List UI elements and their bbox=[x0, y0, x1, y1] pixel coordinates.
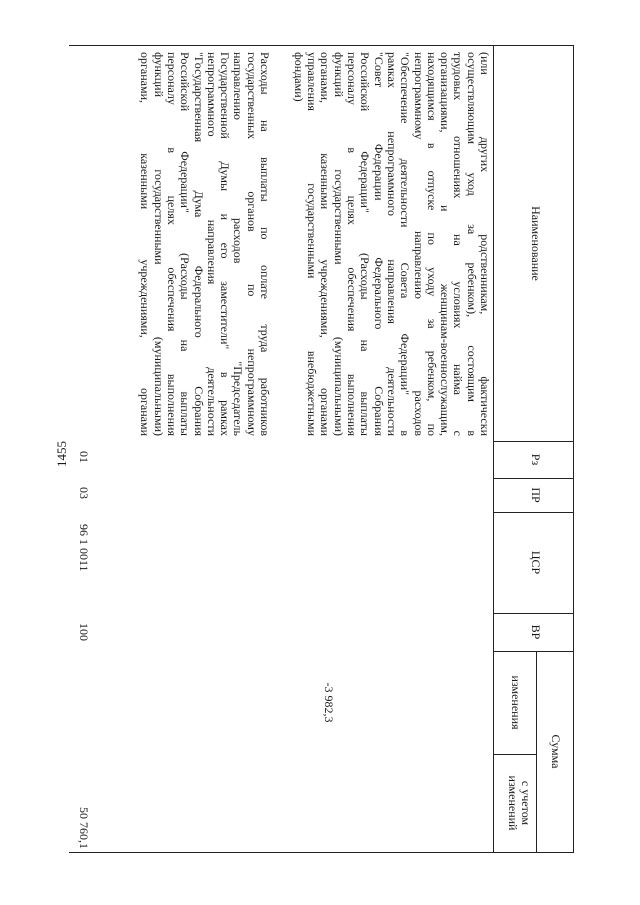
name-line: непрограммного направления деятельности bbox=[204, 52, 219, 436]
sum-subheader-rule bbox=[536, 651, 537, 852]
budget-table bbox=[69, 45, 574, 853]
header-csr: ЦСР bbox=[529, 550, 543, 575]
name-line: "Совет Федерации Федерального Собрания bbox=[371, 52, 386, 436]
header-pr: ПР bbox=[529, 487, 543, 503]
name-line: "Обеспечение деятельности Совета Федерации" в bbox=[398, 52, 413, 436]
header-change: изменения bbox=[509, 675, 523, 730]
name-line: управления государственными внебюджетными bbox=[305, 52, 320, 436]
name-line: находящимся в отпуске по уходу за ребенком, по bbox=[424, 52, 439, 436]
name-line: (или других родственникам, фактически bbox=[478, 52, 492, 436]
name-line: персоналу в целях обеспечения выполнения bbox=[345, 52, 360, 436]
header-bottom-rule bbox=[493, 46, 494, 852]
table-top-rule bbox=[573, 46, 574, 852]
name-line: фондами) bbox=[291, 52, 306, 102]
row-with-change: 50 760,1 bbox=[77, 807, 91, 849]
name-line: персоналу в целях обеспечения выполнения bbox=[164, 52, 179, 436]
name-line: Расходы на выплаты по оплате труда работников bbox=[258, 52, 272, 436]
row-pr: 03 bbox=[77, 487, 91, 499]
header-with-change-line2: изменений bbox=[506, 775, 520, 831]
header-vr: ВР bbox=[529, 624, 543, 640]
header-rz: Рз bbox=[529, 453, 543, 466]
row-vr: 100 bbox=[77, 623, 91, 641]
name-line: направлению расходов "Председатель bbox=[231, 52, 246, 436]
name-line: органами, казенными учреждениями, органами bbox=[138, 52, 153, 436]
name-line: непрограммному направлению расходов bbox=[411, 52, 426, 436]
name-line: функций государственными (муниципальными) bbox=[331, 52, 346, 436]
header-name: Наименование bbox=[529, 206, 543, 281]
name-line: органами, казенными учреждениями, органами bbox=[318, 52, 333, 436]
col-rule-5 bbox=[494, 651, 574, 652]
name-line: трудовых отношениях на условиях найма с bbox=[451, 52, 466, 436]
name-line: государственных органов по непрограммному bbox=[244, 52, 259, 436]
name-line: рамках непрограммного направления деятельности bbox=[384, 52, 399, 436]
name-line: "Государственная Дума Федерального Собрания bbox=[191, 52, 206, 436]
page-number: 1455 bbox=[54, 441, 69, 467]
name-line: Российской Федерации" (Расходы на выплаты bbox=[358, 52, 373, 436]
name-line: осуществляющим уход за ребенком), состоящим в bbox=[464, 52, 479, 436]
row-name-state-duma bbox=[138, 52, 271, 436]
row-csr: 96 1 0011 bbox=[77, 524, 91, 572]
row-change: -3 982,3 bbox=[322, 682, 336, 723]
name-line: организациями, и женщинам-военнослужащим, bbox=[438, 52, 453, 436]
name-line: функций государственными (муниципальными) bbox=[151, 52, 166, 436]
header-sum: Сумма bbox=[549, 734, 563, 769]
name-line: Государственной Думы и его заместители" в рамках bbox=[218, 52, 233, 436]
header-with-change-line1: с учетом bbox=[519, 780, 533, 826]
row-name-continuation bbox=[292, 52, 491, 436]
row-rz: 01 bbox=[77, 451, 91, 463]
name-line: Российской Федерации" (Расходы на выплаты bbox=[178, 52, 193, 436]
header-with-change bbox=[506, 754, 532, 852]
